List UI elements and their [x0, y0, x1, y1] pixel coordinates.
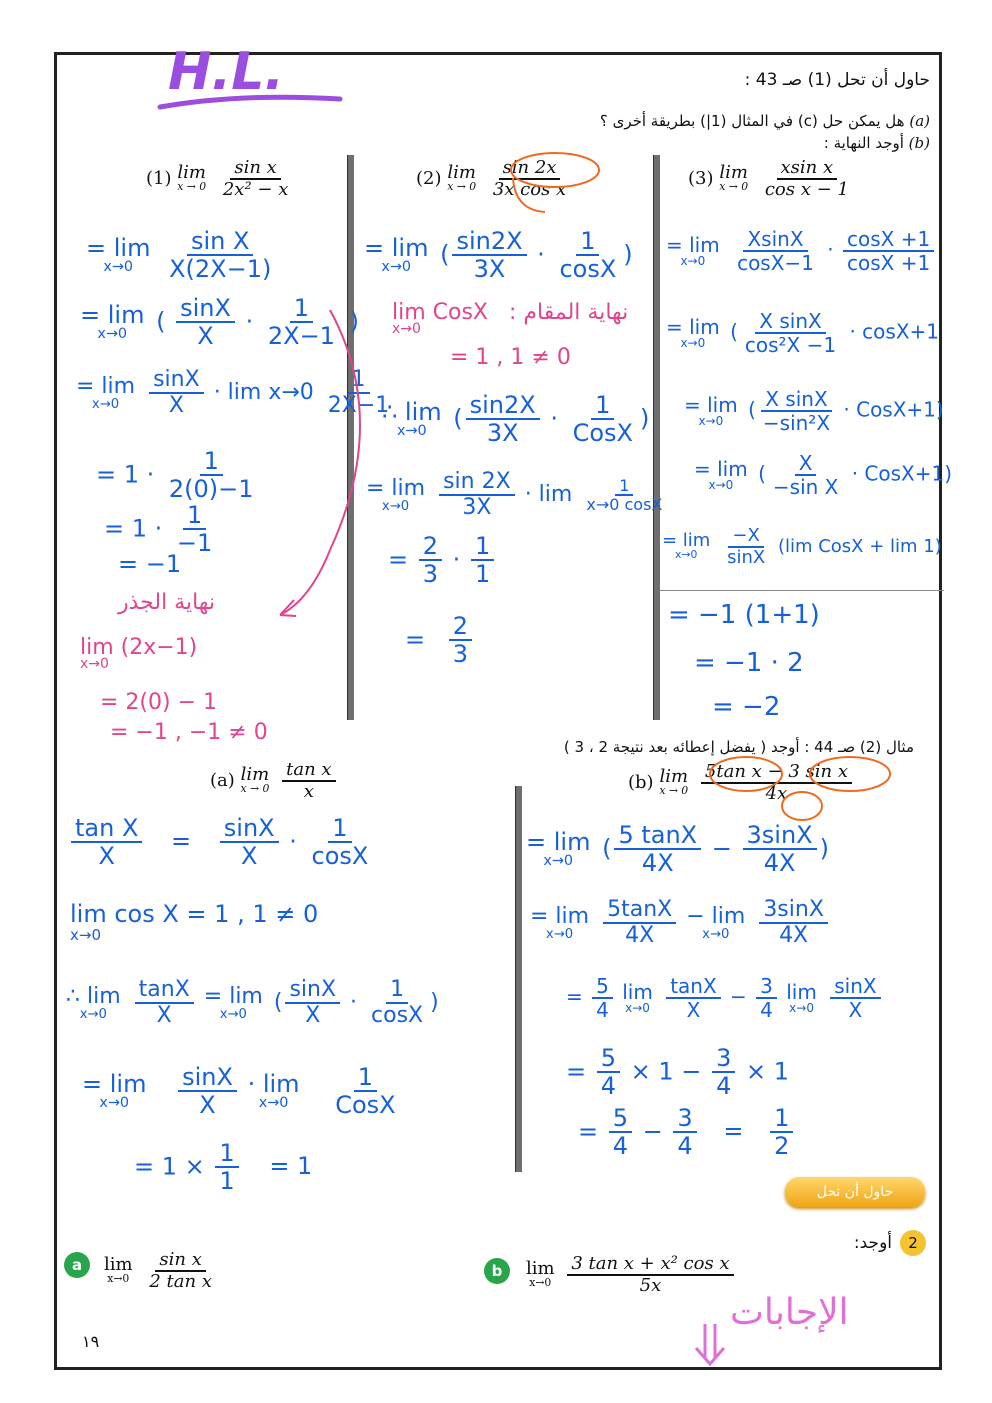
- question-a-text: هل يمكن حل (c) في المثال (1|) بطريقة أخرى ؟: [599, 112, 905, 130]
- question-2-text: أوجد:: [853, 1233, 892, 1253]
- example-a-fraction: $\frac{\text{tan x}}{x}$: [282, 760, 335, 802]
- exercise-b: lim x→0 $\frac{\text{3 tan x + x² cos x}}{5x}$: [526, 1254, 737, 1296]
- p2-pink-step: = 1 , 1 ≠ 0: [450, 345, 571, 370]
- p1-pink-step-2: = −1 , −1 ≠ 0: [110, 720, 268, 745]
- p1-pink-limit: lim (2x−1) x→0: [80, 635, 198, 672]
- question-b-text: أوجد النهاية :: [823, 134, 904, 152]
- p3-step-1: = lim x→0 $\frac{XsinX}{\cos X-1}$ · $\frac{\cos X +1}{\cos X +1}$: [666, 228, 937, 274]
- ex-b-step-2: = lim x→0 $\frac{5\tan X}{4X}$ − lim x→0 $\frac{3\sin X}{4X}$: [530, 898, 831, 948]
- p1-step-5: = 1 · $\frac{1}{-1}$: [104, 501, 213, 558]
- ex-a-step-5: = 1 × $\frac{1}{1}$ = 1: [134, 1139, 313, 1196]
- initials-underline: [150, 85, 350, 125]
- p2-step-5: = $\frac{2}{3}$: [405, 613, 475, 668]
- p1-step-2: = lim x→0 ( $\frac{\sin X}{X}$ · $\frac{1}{2X-1}$ ): [80, 294, 359, 351]
- problem-1-fraction: $\frac{\text{sin x}}{\text{2x² − x}}$: [222, 157, 289, 200]
- example-a-lim: lim x → 0: [240, 764, 270, 796]
- ex-b-step-5: = $\frac{5}{4}$ − $\frac{3}{4}$ = $\frac{1}{2}$: [578, 1105, 796, 1160]
- example-a: [210, 760, 339, 802]
- example-b-lim: lim x → 0: [659, 766, 689, 798]
- problem-1-lim: lim x → 0: [177, 162, 207, 194]
- ex-b-step-4: = $\frac{5}{4}$ × 1 − $\frac{3}{4}$ × 1: [566, 1044, 789, 1101]
- problem-3: [688, 158, 856, 200]
- question-a-letter: (a): [909, 112, 930, 130]
- p2-step-1: = lim x→0 ( $\frac{\sin 2X}{3X}$ · $\frac{1}{\cos X}$ ): [364, 227, 633, 284]
- ex-a-step-3: ∴ lim x→0 $\frac{\tan X}{X}$ = lim x→0 ( $\frac{\sin X}{X}$ · $\frac{1}{\cos X}$ ): [66, 977, 439, 1029]
- answers-label: الإجابات: [730, 1292, 849, 1333]
- ex-a-step-1: $\frac{\text{tan X}}{X}$ = $\frac{\sin X}{X}$ · $\frac{1}{\cos X}$: [68, 815, 375, 870]
- p1-step-6: = −1: [118, 550, 182, 578]
- ex-b-orange-marks: [706, 752, 896, 826]
- p1-step-4: = 1 · $\frac{1}{2(0)-1}$: [96, 447, 254, 504]
- p3-separator: [660, 590, 944, 591]
- problem-1-label: (1): [146, 167, 172, 189]
- badge-a: a: [64, 1252, 90, 1278]
- p2-step-3: = lim x→0 $\frac{\sin 2X}{3X}$ · lim $\frac{1}{x\to 0 \cos X}$: [366, 469, 663, 521]
- p3-step-2: = lim x→0 ( $\frac{\text{X sinX}}{\text{cos²X −1}}$ · cosX+1: [666, 309, 940, 357]
- p3-step-7: = −1 · 2: [694, 648, 804, 678]
- pink-arrow: [260, 300, 380, 630]
- ex-b-step-1: = lim x→0 ( $\frac{5 \tan X}{4X}$ − $\frac{3\sin X}{4X}$ ): [526, 821, 829, 878]
- p1-pink-step-1: = 2(0) − 1: [100, 690, 218, 715]
- problem-1: [146, 158, 295, 200]
- p1-pink-note: نهاية الجذر: [118, 590, 216, 615]
- example-a-label: (a): [210, 769, 235, 791]
- problem-2-label: (2): [416, 167, 442, 189]
- p2-step-2: ∴ lim x→0 ( $\frac{\sin 2X}{3X}$ · $\frac{1}{\text{CosX}}$ ): [382, 391, 650, 448]
- badge-b: b: [484, 1258, 510, 1284]
- p3-step-5: = lim x→0 $\frac{-X}{\sin X}$ (lim CosX + lim 1): [662, 525, 942, 568]
- question-2-number: 2: [900, 1230, 926, 1256]
- problem-2-lim: lim x → 0: [447, 162, 477, 194]
- question-b: [824, 134, 930, 152]
- try-header: حاول أن تحل (1) صـ 43 :: [744, 70, 930, 90]
- problem-3-label: (3): [688, 167, 714, 189]
- p3-step-4: = lim x→0 ( $\frac{X}{\text{−sin X}}$ · CosX+1): [694, 451, 953, 499]
- ex-a-step-4: = lim x→0 $\frac{\sin X}{X}$ · lim x→0 $\frac{1}{\text{CosX}}$: [82, 1063, 396, 1120]
- p3-step-8: = −2: [712, 692, 781, 722]
- initials-handwriting: H.L.: [168, 42, 285, 102]
- exercise-a: lim x→0 $\frac{\text{sin x}}{\text{2 tan x}}$: [104, 1249, 212, 1292]
- example-b-fraction: $\frac{\text{5tan x − 3 sin x}}{4x}$: [701, 762, 852, 804]
- example-b-label: (b): [628, 771, 654, 793]
- column-divider-3: [515, 786, 522, 1172]
- try-to-solve-banner: حاول أن تحل: [785, 1177, 925, 1207]
- problem-3-fraction: $\frac{\text{xsin x}}{\text{cos x − 1}}$: [764, 157, 849, 200]
- column-divider-2: [653, 155, 660, 720]
- p1-step-3: = lim x→0 $\frac{\sin X}{X}$ · lim x→0 $\frac{1}{2X-1}$: [76, 367, 390, 419]
- problem-3-lim: lim x → 0: [719, 162, 749, 194]
- question-a: [410, 112, 930, 130]
- p3-step-3: = lim x→0 ( $\frac{\text{X sinX}}{\text{−sin²X}}$ · CosX+1): [684, 387, 944, 435]
- question-b-letter: (b): [908, 134, 930, 152]
- p1-step-1: = lim x→0 $\frac{\text{sin X}}{X(2X-1)}$: [86, 227, 272, 284]
- problem-2-fraction: $\frac{\sin 2x}{\text{3x cos x}}$: [492, 157, 567, 200]
- ex-b-step-3: = $\frac{5}{4}$ lim x→0 $\frac{\tan X}{X}$ − $\frac{3}{4}$ lim x→0 $\frac{\sin X}{X}$: [566, 975, 884, 1021]
- p2-orange-circle: [505, 148, 605, 218]
- example-2-header: مثال (2) صـ 44 : أوجد ( يفضل إعطائه بعد نتيجة 2 ، 3 ): [563, 738, 914, 756]
- p2-pink-limit: lim CosX : نهاية المقام x→0: [392, 300, 629, 337]
- ex-a-step-2: lim cos X = 1 , 1 ≠ 0 x→0: [70, 900, 319, 944]
- p2-step-4: = $\frac{2}{3}$ · $\frac{1}{1}$: [388, 533, 497, 588]
- p3-step-6: = −1 (1+1): [668, 600, 820, 630]
- page-number: ١٩: [82, 1332, 100, 1351]
- down-arrow-icon: [690, 1320, 730, 1370]
